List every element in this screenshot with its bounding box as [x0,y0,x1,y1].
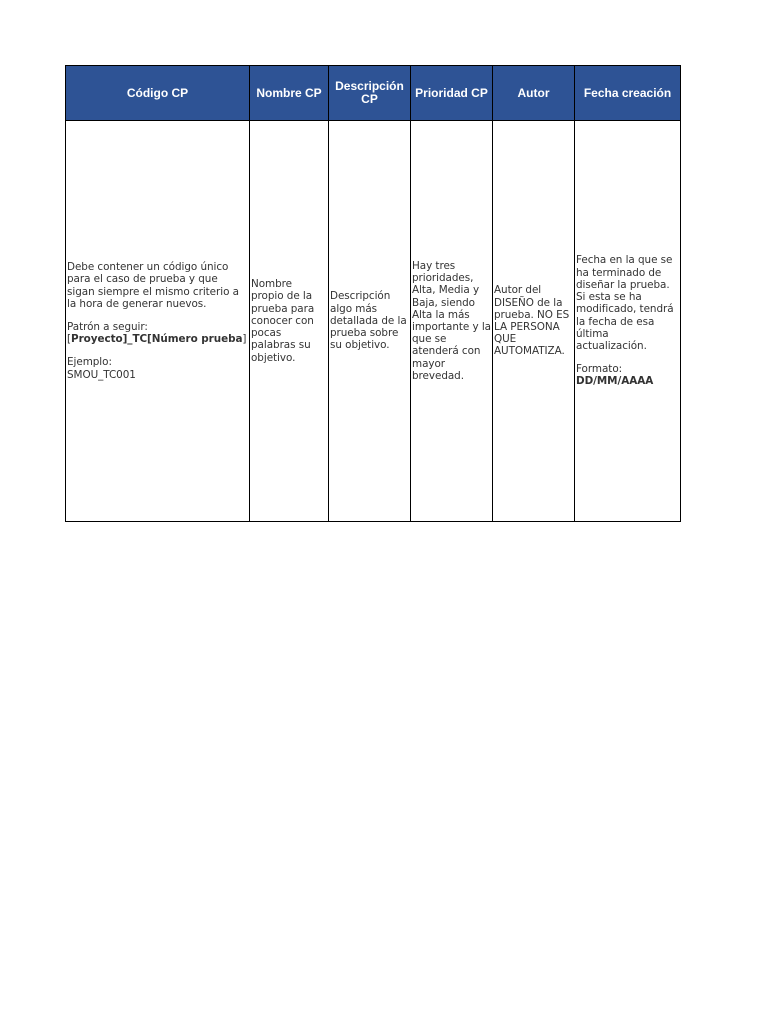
codigo-example-value: SMOU_TC001 [67,368,136,381]
codigo-pattern-label: Patrón a seguir: [67,321,148,333]
header-prioridad-cp: Prioridad CP [411,66,493,121]
pattern-open: [ [67,333,72,346]
codigo-pattern [67,333,248,345]
header-codigo-cp: Código CP [66,66,250,121]
fecha-format-value [576,375,679,387]
nombre-text: Nombre propio de la prueba para conocer con pocas palabras su objetivo. [251,278,315,364]
test-case-template-table [65,65,681,522]
pattern-project: Proyecto [71,333,123,346]
cell-nombre-cp [250,121,329,522]
header-fecha-creacion: Fecha creación [575,66,681,121]
cell-autor [493,121,575,522]
cell-prioridad-cp [411,121,493,522]
pattern-mid: ]_TC[ [122,333,152,346]
header-descripcion-cp: Descripción CP [329,66,411,121]
codigo-example-label: Ejemplo: [67,356,112,369]
table-body [66,121,681,522]
pattern-number: Número prueba [151,333,243,346]
cell-fecha-creacion [575,121,681,522]
header-row [66,66,681,121]
table-header [66,66,681,121]
autor-text: Autor del DISEÑO de la prueba. NO ES LA PERSONA QUE AUTOMATIZA. [494,284,570,358]
cell-descripcion-cp [329,121,411,522]
header-nombre-cp: Nombre CP [250,66,329,121]
codigo-intro: Debe contener un código único para el caso de prueba y que sigan siempre el mismo criterio a la hora de generar nuevos. [67,261,239,310]
fecha-intro: Fecha en la que se ha terminado de diseñar la prueba. Si esta se ha modificado, tendrá la fecha de esa última actualización. [576,254,674,352]
pattern-close: ] [242,333,247,346]
descripcion-text: Descripción algo más detallada de la prueba sobre su objetivo. [330,290,407,352]
cell-codigo-cp [66,121,250,522]
header-autor: Autor [493,66,575,121]
fecha-format-label: Formato: [576,363,623,376]
fecha-format-bold: DD/MM/AAAA [576,375,654,388]
table-row [66,121,681,522]
prioridad-text: Hay tres prioridades, Alta, Media y Baja, siendo Alta la más importante y la que se atenderá con mayor brevedad. [412,259,491,382]
